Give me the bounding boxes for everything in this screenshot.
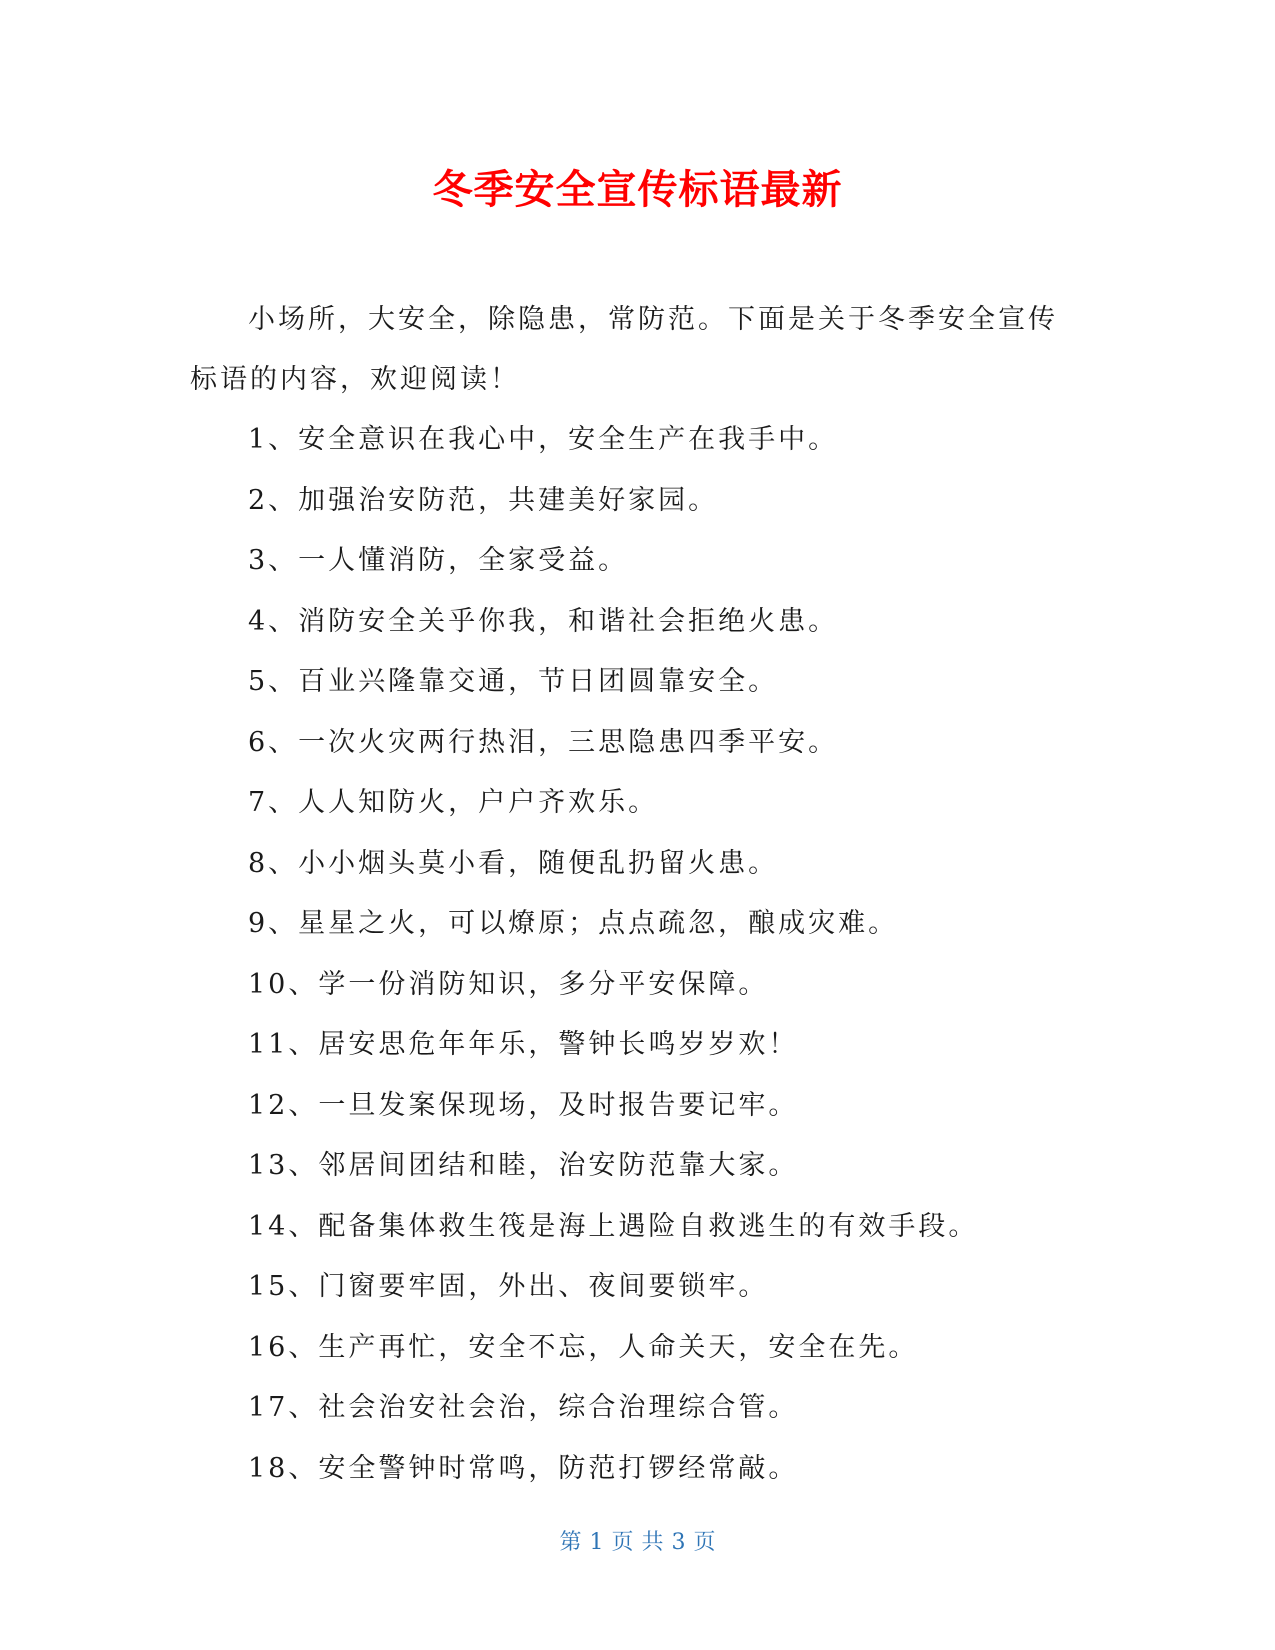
list-item: 5、百业兴隆靠交通，节日团圆靠安全。	[248, 666, 779, 697]
list-item: 10、学一份消防知识，多分平安保障。	[248, 968, 769, 1000]
list-item: 11、居安思危年年乐，警钟长鸣岁岁欢！	[248, 1029, 799, 1060]
footer-page-word: 页	[611, 1530, 634, 1555]
footer-prefix: 第	[559, 1530, 582, 1555]
page-footer	[0, 1528, 1275, 1558]
list-item: 8、小小烟头莫小看，随便乱扔留火患。	[248, 847, 779, 879]
intro-paragraph: 小场所，大安全，除隐患，常防范。下面是关于冬季安全宣传标语的内容，欢迎阅读！	[190, 304, 1058, 395]
list-item: 7、人人知防火，户户齐欢乐。	[248, 787, 659, 818]
document-body	[190, 290, 1062, 1499]
list-item: 2、加强治安防范，共建美好家园。	[248, 484, 719, 516]
list-item: 6、一次火灾两行热泪，三思隐患四季平安。	[248, 726, 839, 758]
list-item: 15、门窗要牢固，外出、夜间要锁牢。	[248, 1271, 769, 1302]
list-item: 9、星星之火，可以燎原；点点疏忽，酿成灾难。	[248, 908, 899, 939]
slogan-list	[190, 410, 1062, 1499]
list-item: 3、一人懂消防，全家受益。	[248, 545, 629, 576]
list-item: 14、配备集体救生筏是海上遇险自救逃生的有效手段。	[248, 1210, 979, 1242]
footer-total-pages: 3	[671, 1530, 686, 1555]
document-title: 冬季安全宣传标语最新	[432, 167, 843, 213]
list-item: 13、邻居间团结和睦，治安防范靠大家。	[248, 1150, 799, 1181]
list-item: 4、消防安全关乎你我，和谐社会拒绝火患。	[248, 605, 839, 637]
footer-current-page: 1	[589, 1530, 604, 1555]
list-item: 16、生产再忙，安全不忘，人命关天，安全在先。	[248, 1331, 919, 1363]
footer-suffix: 页	[693, 1530, 716, 1555]
list-item: 17、社会治安社会治，综合治理综合管。	[248, 1392, 799, 1423]
list-item: 1、安全意识在我心中，安全生产在我手中。	[248, 424, 839, 455]
list-item: 12、一旦发案保现场，及时报告要记牢。	[248, 1089, 799, 1121]
list-item: 18、安全警钟时常鸣，防范打锣经常敲。	[248, 1452, 799, 1484]
footer-total-prefix: 共	[641, 1530, 664, 1555]
